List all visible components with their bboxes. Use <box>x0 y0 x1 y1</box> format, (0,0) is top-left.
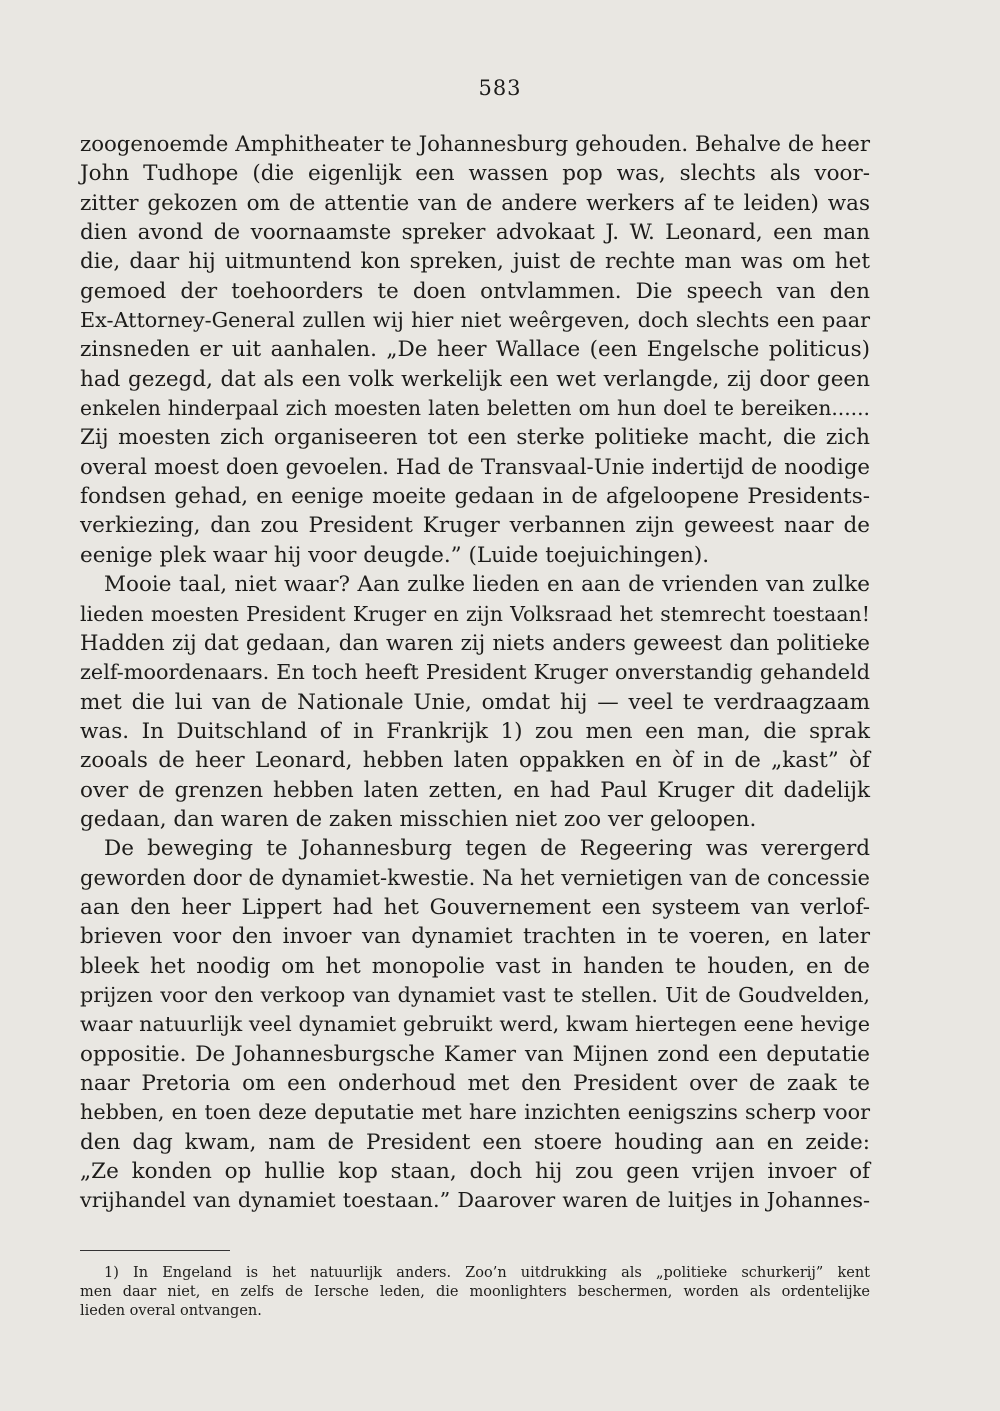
text-line: die, daar hij uitmuntend kon spreken, juist de rechte man was om het <box>80 249 870 275</box>
text-line: brieven voor den invoer van dynamiet trachten in te voeren, en later <box>80 924 870 950</box>
text-line: geworden door de dynamiet-kwestie. Na het vernietigen van de concessie <box>80 865 870 890</box>
text-line: over de grenzen hebben laten zetten, en had Paul Kruger dit dadelijk <box>80 777 870 803</box>
text-line: prijzen voor den verkoop van dynamiet vast te stellen. Uit de Goudvelden, <box>80 982 870 1007</box>
text-line: was. In Duitschland of in Frankrijk 1) zou men een man, die sprak <box>80 718 870 744</box>
footnote-line: lieden overal ontvangen. <box>80 1303 262 1319</box>
text-line: Zij moesten zich organiseeren tot een sterke politieke macht, die zich <box>80 425 870 451</box>
text-line: had gezegd, dat als een volk werkelijk een wet verlangde, zij door geen <box>80 366 870 392</box>
text-line: Ex-Attorney-General zullen wij hier niet weêrgeven, doch slechts een paar <box>80 308 870 333</box>
text-line: den dag kwam, nam de President een stoere houding aan en zeide: <box>80 1129 870 1155</box>
text-line: Mooie taal, niet waar? Aan zulke lieden en aan de vrienden van zulke <box>104 572 870 598</box>
text-line: lieden moesten President Kruger en zijn Volksraad het stemrecht toestaan! <box>80 601 870 626</box>
text-line: gedaan, dan waren de zaken misschien niet zoo ver geloopen. <box>80 806 757 832</box>
text-line: overal moest doen gevoelen. Had de Transvaal-Unie indertijd de noodige <box>80 454 870 480</box>
text-line: De beweging te Johannesburg tegen de Regeering was verergerd <box>104 836 870 862</box>
body-text <box>80 130 870 1216</box>
text-line: hebben, en toen deze deputatie met hare inzichten eenigszins scherp voor <box>80 1100 870 1125</box>
text-line: eenige plek waar hij voor deugde.” (Luide toejuichingen). <box>80 542 710 568</box>
text-line: zooals de heer Leonard, hebben laten oppakken en òf in de „kast” òf <box>80 748 870 774</box>
text-line: zitter gekozen om de attentie van de andere werkers af te leiden) was <box>80 190 870 216</box>
text-line: met die lui van de Nationale Unie, omdat hij — veel te verdraagzaam <box>80 689 870 715</box>
text-line: naar Pretoria om een onderhoud met den President over de zaak te <box>80 1071 870 1096</box>
text-line: waar natuurlijk veel dynamiet gebruikt werd, kwam hiertegen eene hevige <box>80 1012 870 1037</box>
text-line: Hadden zij dat gedaan, dan waren zij niets anders geweest dan politieke <box>80 630 870 656</box>
text-line: zelf-moordenaars. En toch heeft President Kruger onverstandig gehandeld <box>80 660 870 685</box>
text-line: oppositie. De Johannesburgsche Kamer van Mijnen zond een deputatie <box>80 1041 870 1067</box>
text-line: zoogenoemde Amphitheater te Johannesburg gehouden. Behalve de heer <box>80 132 870 157</box>
footnote-line: men daar niet, en zelfs de Iersche leden, die moonlighters beschermen, worden als ordentelijke <box>80 1284 870 1300</box>
text-line: fondsen gehad, en eenige moeite gedaan in de afgeloopene Presidents- <box>80 484 870 510</box>
text-line: aan den heer Lippert had het Gouvernement een systeem van verlof- <box>80 894 870 920</box>
footnote <box>80 1264 870 1321</box>
text-line: zinsneden er uit aanhalen. „De heer Wallace (een Engelsche politicus) <box>80 337 870 363</box>
text-line: gemoed der toehoorders te doen ontvlammen. Die speech van den <box>80 278 870 304</box>
text-line: John Tudhope (die eigenlijk een wassen pop was, slechts als voor- <box>80 161 870 187</box>
text-line: bleek het noodig om het monopolie vast in handen te houden, en de <box>80 953 870 979</box>
page-number: 583 <box>478 76 522 100</box>
text-line: enkelen hinderpaal zich moesten laten beletten om hun doel te bereiken...... <box>80 396 870 421</box>
footnote-divider <box>80 1250 230 1251</box>
text-line: verkiezing, dan zou President Kruger verbannen zijn geweest naar de <box>80 513 870 539</box>
footnote-line: 1) In Engeland is het natuurlijk anders. Zoo’n uitdrukking als „politieke schurkerij” kent <box>104 1265 870 1281</box>
text-line: „Ze konden op hullie kop staan, doch hij zou geen vrijen invoer of <box>80 1159 870 1185</box>
text-line: dien avond de voornaamste spreker advokaat J. W. Leonard, een man <box>80 220 870 246</box>
text-line: vrijhandel van dynamiet toestaan.” Daarover waren de luitjes in Johannes- <box>80 1188 870 1213</box>
